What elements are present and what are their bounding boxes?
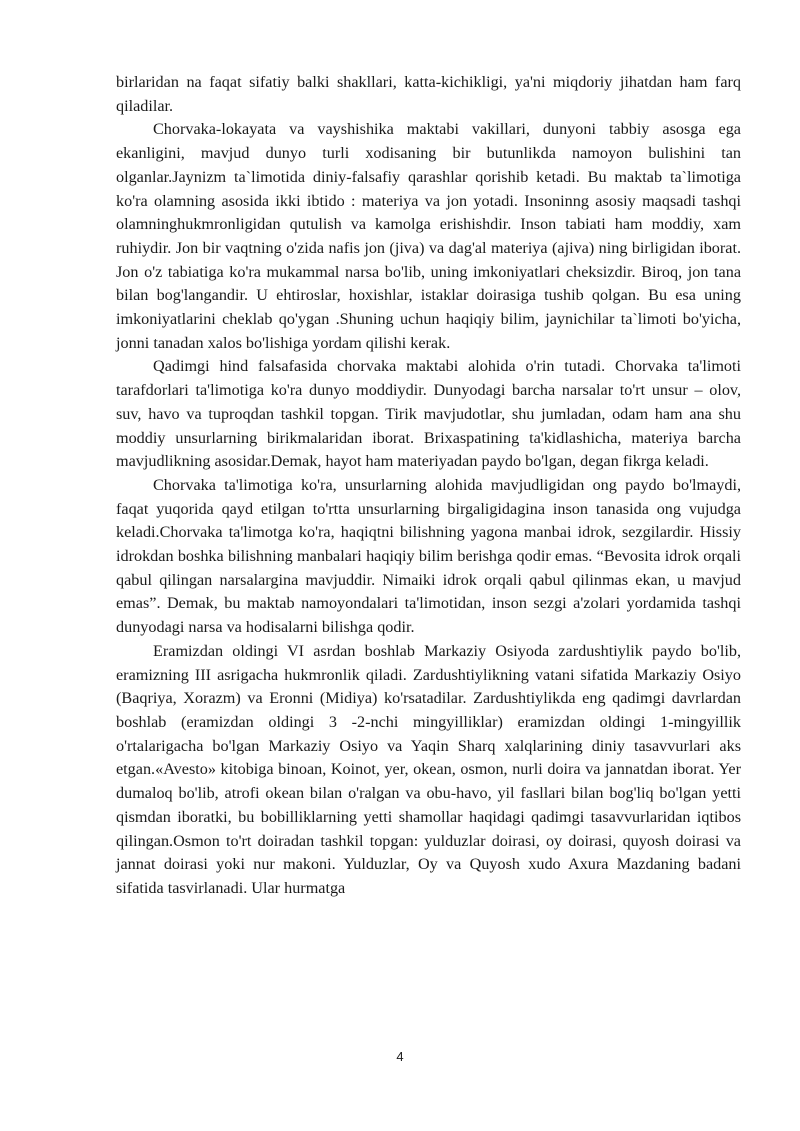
paragraph-2: Chorvaka-lokayata va vayshishika maktabi vakillari, dunyoni tabbiy asosga ega ekanligini, mavjud dunyo turli xodisaning bir butunlikda namoyon bulishini tan olganlar.Jaynizm ta`limotida diniy-falsafiy qarashlar qorishib ketadi. Bu maktab ta`limotiga ko'ra olamning asosida ikki ibtido : materiya va jon yotadi. Insoninng asosiy maqsadi tashqi olamninghukmronligidan qutulish va kamolga erishishdir. Inson tabiati ham moddiy, xam ruhiydir. Jon bir vaqtning o'zida nafis jon (jiva) va dag'al materiya (ajiva) ning birligidan iborat. Jon o'z tabiatiga ko'ra mukammal narsa bo'lib, uning imkoniyatlari cheksizdir. Biroq, jon tana bilan bog'langandir. U ehtiroslar, hoxishlar, istaklar doirasiga tushib qolgan. Bu esa uning imkoniyatlarini cheklab qo'ygan .Shuning uchun haqiqiy bilim, jaynichilar ta`limoti bo'yicha, jonni tanadan xalos bo'lishiga yordam qilishi kerak. [116,120,741,352]
paragraph-1: birlaridan na faqat sifatiy balki shakllari, katta-kichikligi, ya'ni miqdoriy jihatdan ham farq qiladilar. [116,73,741,115]
paragraph-5: Eramizdan oldingi VI asrdan boshlab Markaziy Osiyoda zardushtiylik paydo bo'lib, eramizning III asrigacha hukmronlik qiladi. Zardushtiylikning vatani sifatida Markaziy Osiyo (Baqriya, Xorazm) va Eronni (Midiya) ko'rsatadilar. Zardushtiylikda eng qadimgi davrlardan boshlab (eramizdan oldingi 3 -2-nchi mingyilliklar) eramizdan oldingi 1-mingyillik o'rtalarigacha bo'lgan Markaziy Osiyo va Yaqin Sharq xalqlarining diniy tasavvurlari aks etgan.«Avesto» kitobiga binoan, Koinot, yer, okean, osmon, nurli doira va jannatdan iborat. Yer dumaloq bo'lib, atrofi okean bilan o'ralgan va obu-havo, yil fasllari bilan bog'liq bo'lgan yetti qismdan iboratki, bu bobilliklarning yetti shamollar haqidagi qadimgi tasavvurlaridan iqtibos qilingan.Osmon to'rt doiradan tashkil topgan: yulduzlar doirasi, oy doirasi, quyosh doirasi va jannat doirasi yoki nur makoni. Yulduzlar, Oy va Quyosh xudo Axura Mazdaning badani sifatida tasvirlanadi. Ular hurmatga [116,641,741,897]
paragraph-4: Chorvaka ta'limotiga ko'ra, unsurlarning alohida mavjudligidan ong paydo bo'lmaydi, faqat yuqorida qayd etilgan to'rtta unsurlarning birgaligidagina inson tanasida ong vujudga keladi.Chorvaka ta'limotga ko'ra, haqiqtni bilishning yagona manbai idrok, sezgilardir. Hissiy idrokdan boshka bilishning manbalari haqiqiy bilim berishga qodir emas. “Bevosita idrok orqali qabul qilingan narsalargina mavjuddir. Nimaiki idrok orqali qabul qilinmas ekan, u mavjud emas”. Demak, bu maktab namoyondalari ta'limotidan, inson sezgi a'zolari yordamida tashqi dunyodagi narsa va hodisalarni bilishga qodir. [116,475,741,637]
paragraph-3: Qadimgi hind falsafasida chorvaka maktabi alohida o'rin tutadi. Chorvaka ta'limoti tarafdorlari ta'limotiga ko'ra dunyo moddiydir. Dunyodagi barcha narsalar to'rt unsur – olov, suv, havo va tuproqdan tashkil topgan. Tirik mavjudotlar, shu jumladan, odam ham ana shu moddiy unsurlarning birikmalaridan iborat. Brixaspatining ta'kidlashicha, materiya barcha mavjudlikning asosidar.Demak, hayot ham materiyadan paydo bo'lgan, degan fikrga keladi. [116,357,741,471]
page-number: 4 [396,1049,404,1064]
document-page [116,71,741,901]
